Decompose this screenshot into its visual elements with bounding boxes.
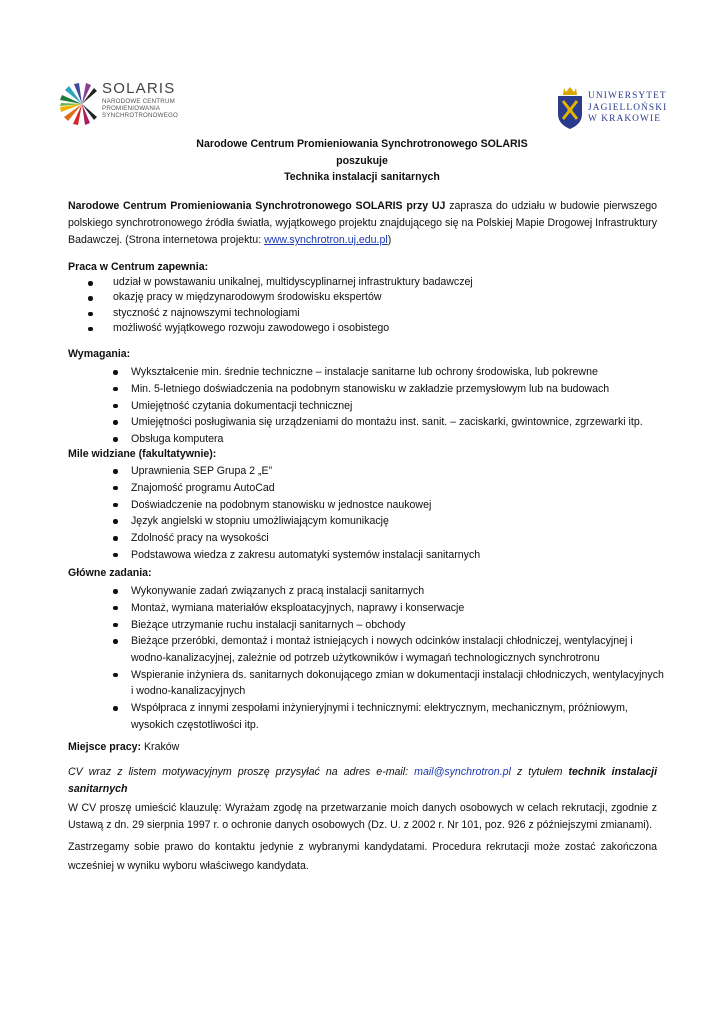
intro-close: ) <box>387 234 392 246</box>
solaris-subtitle-line: PROMIENIOWANIA <box>102 105 161 112</box>
list-item: Współpraca z innymi zespołami inżynieryjnymi i technicznymi: elektrycznym, mechanicznym, próżniowym, wysokich częstotliwości itp. <box>113 700 668 733</box>
project-website-link[interactable]: www.synchrotron.uj.edu.pl <box>264 234 388 246</box>
offer-heading: Praca w Centrum zapewnia: <box>68 261 209 273</box>
solaris-subtitle-line: NARODOWE CENTRUM <box>102 98 175 105</box>
list-item: Umiejętność czytania dokumentacji technicznej <box>113 398 668 415</box>
solaris-logo <box>58 80 178 130</box>
title-line: Narodowe Centrum Promieniowania Synchrotronowego SOLARIS <box>196 138 528 150</box>
optional-heading: Mile widziane (fakultatywnie): <box>68 448 217 460</box>
list-item: styczność z najnowszymi technologiami <box>88 306 668 321</box>
list-item: Bieżące przeróbki, demontaż i montaż istniejących i nowych odcinków instalacji chłodniczej, wentylacyjnej i wodno-kanalizacyjnej, zależnie od potrzeb użytkowników i wymagań technologicznych synchrotronu <box>113 633 668 666</box>
closing-paragraph: Zastrzegamy sobie prawo do kontaktu jedynie z wybranymi kandydatami. Procedura rekrutacji może zostać zakończona wcześniej w wyniku wyboru właściwego kandydata. <box>68 841 657 872</box>
email-link[interactable]: mail@synchrotron.pl <box>414 766 511 778</box>
list-item: Wykonywanie zadań związanych z pracą instalacji sanitarnych <box>113 583 668 600</box>
location-label: Miejsce pracy: <box>68 741 142 753</box>
solaris-rays-icon <box>58 80 102 128</box>
offer-list <box>68 275 668 336</box>
title-line: poszukuje <box>336 154 388 167</box>
list-item: Wykształcenie min. średnie techniczne – instalacje sanitarne lub ochrony środowiska, lub pokrewne <box>113 364 668 381</box>
solaris-name: SOLARIS <box>102 80 176 97</box>
solaris-subtitle-line: SYNCHROTRONOWEGO <box>102 112 179 119</box>
list-item: Znajomość programu AutoCad <box>113 480 668 497</box>
list-item: Wspieranie inżyniera ds. sanitarnych dokonującego zmian w dokumentacji instalacji chłodniczych, wentylacyjnych i wodno-kanalizacyjnych <box>113 667 668 700</box>
list-item: możliwość wyjątkowego rozwoju zawodowego i osobistego <box>88 321 668 336</box>
cv-subject: technik instalacji sanitarnych <box>68 766 658 795</box>
list-item: udział w powstawaniu unikalnej, multidyscyplinarnej infrastruktury badawczej <box>88 275 668 290</box>
list-item: Bieżące utrzymanie ruchu instalacji sanitarnych – obchody <box>113 617 668 634</box>
consent-paragraph: W CV proszę umieścić klauzulę: Wyrażam zgodę na przetwarzanie moich danych osobowych w celach rekrutacji, zgodnie z Ustawą z dn. 29 sierpnia 1997 r. o ochronie danych osobowych (Dz. U. z 2002 r. Nr 101, poz. 926 z późniejszymi zmianami). <box>68 802 657 831</box>
offer-section <box>68 260 668 336</box>
tasks-heading: Główne zadania: <box>68 567 152 579</box>
title-line: Technika instalacji sanitarnych <box>284 171 440 183</box>
uj-line: W KRAKOWIE <box>588 114 662 124</box>
solaris-wordmark <box>102 80 178 119</box>
tasks-section <box>68 566 668 734</box>
uj-wordmark <box>588 91 667 126</box>
list-item: Podstawowa wiedza z zakresu automatyki systemów instalacji sanitarnych <box>113 547 668 564</box>
list-item: Język angielski w stopniu umożliwiającym komunikację <box>113 513 668 530</box>
location-value: Kraków <box>141 741 180 753</box>
intro-bold: Narodowe Centrum Promieniowania Synchrotronowego SOLARIS przy UJ <box>68 200 446 212</box>
intro-paragraph <box>68 198 657 249</box>
cv-instructions <box>68 764 657 798</box>
list-item: okazję pracy w międzynarodowym środowisku ekspertów <box>88 290 668 305</box>
optional-section <box>68 447 668 563</box>
list-item: Zdolność pracy na wysokości <box>113 530 668 547</box>
optional-list <box>68 463 668 563</box>
page-title <box>0 136 724 186</box>
tasks-list <box>68 583 668 733</box>
requirements-heading: Wymagania: <box>68 348 131 360</box>
list-item: Montaż, wymiana materiałów eksploatacyjnych, naprawy i konserwacje <box>113 600 668 617</box>
uj-logo <box>556 86 686 132</box>
list-item: Obsługa komputera <box>113 431 668 448</box>
intro-text: zaprasza do udziału w budowie pierwszego polskiego synchrotronowego źródła światła, wyjątkowego projektu znajdującego się na Polskiej Mapie Drogowej Infrastruktury Badawczej. (Strona internetowa projektu: <box>68 200 657 246</box>
requirements-section <box>68 347 668 448</box>
cv-text: z tytułem <box>510 766 569 778</box>
uj-line: JAGIELLOŃSKI <box>588 102 668 113</box>
cv-text: CV wraz z listem motywacyjnym proszę przysyłać na adres e-mail: <box>68 766 415 778</box>
list-item: Min. 5-letniego doświadczenia na podobnym stanowisku w zakładzie przemysłowym lub na budowach <box>113 381 668 398</box>
uj-line: UNIWERSYTET <box>588 91 667 101</box>
location-line <box>68 739 657 756</box>
list-item: Umiejętności posługiwania się urządzeniami do montażu inst. sanit. – zaciskarki, gwintownice, zgrzewarki itp. <box>113 414 668 431</box>
list-item: Doświadczenie na podobnym stanowisku w jednostce naukowej <box>113 497 668 514</box>
requirements-list <box>68 364 668 448</box>
list-item: Uprawnienia SEP Grupa 2 „E” <box>113 463 668 480</box>
uj-crest-icon <box>556 86 584 130</box>
